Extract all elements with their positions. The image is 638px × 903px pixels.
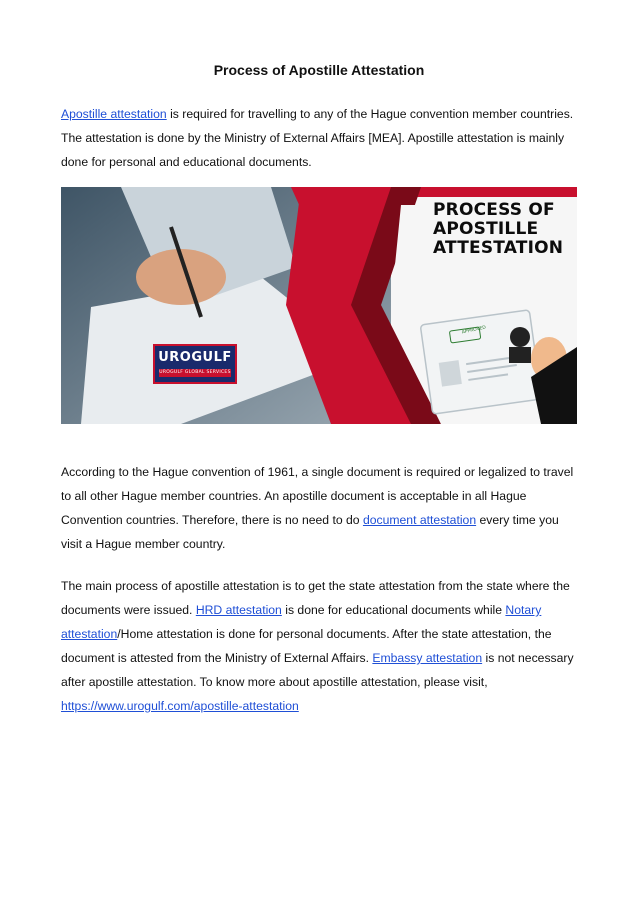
link-apostille-attestation[interactable]: Apostille attestation xyxy=(61,107,167,121)
paragraph-intro xyxy=(61,102,581,174)
link-urogulf-url[interactable]: https://www.urogulf.com/apostille-attestation xyxy=(61,699,299,713)
link-notary-attestation[interactable]: Notary attestation xyxy=(61,603,542,641)
paragraph-intro-text: is required for travelling to any of the Hague convention member countries. The attestation is done by the Ministry of External Affairs [MEA]. Apostille attestation is mainly done for personal and educational documents. xyxy=(61,107,574,169)
page-title: Process of Apostille Attestation xyxy=(213,62,425,78)
paragraph-process-text1: The main process of apostille attestation is to get the state attestation from the state where the documents were issued. xyxy=(61,579,570,617)
paragraph-process-text4: is not necessary after apostille attestation. To know more about apostille attestation, please visit, xyxy=(61,651,574,689)
banner-heading: PROCESS OF APOSTILLE ATTESTATION xyxy=(433,200,564,258)
paragraph-hague xyxy=(61,460,581,556)
banner-image xyxy=(61,187,577,424)
photo-placeholder xyxy=(439,360,462,387)
paragraph-hague-text2: every time you visit a Hague member country. xyxy=(61,513,559,551)
paragraph-process-text2: is done for educational documents while xyxy=(281,603,506,617)
paragraph-process-text3: /Home attestation is done for personal documents. After the state attestation, the document is attested from the Ministry of External Affairs. xyxy=(61,627,552,665)
link-embassy-attestation[interactable]: Embassy attestation xyxy=(372,651,483,665)
urogulf-logo xyxy=(153,344,237,384)
logo-tagline: UROGULF GLOBAL SERVICES xyxy=(159,370,231,375)
paragraph-hague-text1: According to the Hague convention of 1961, a single document is required or legalized to travel to all other Hague member countries. An apostille document is acceptable in all Hague Convention countries. Therefore, there is no need to do xyxy=(61,465,574,527)
stamp-text: APPROVED xyxy=(461,325,487,336)
link-document-attestation[interactable]: document attestation xyxy=(362,513,477,527)
paragraph-process xyxy=(61,574,581,718)
logo-name: UROGULF xyxy=(158,350,232,365)
link-hrd-attestation[interactable]: HRD attestation xyxy=(195,603,282,617)
